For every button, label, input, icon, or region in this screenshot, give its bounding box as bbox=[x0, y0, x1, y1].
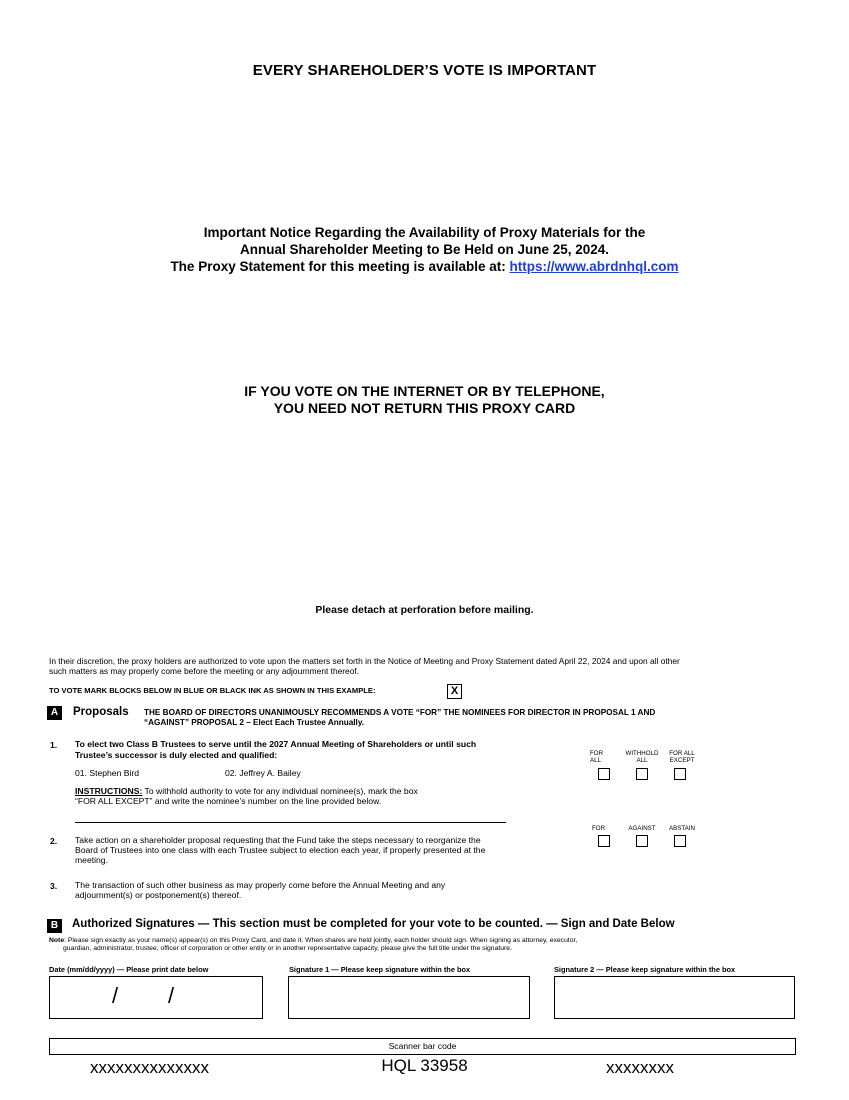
option-against-label: AGAINST bbox=[628, 825, 656, 832]
nominee-write-in-line[interactable] bbox=[75, 822, 506, 823]
proposal-2-line2: Board of Trustees into one class with each Trustee subject to election each year, if properly presented at the bbox=[75, 845, 486, 855]
scanner-bar-code-label: Scanner bar code bbox=[388, 1041, 457, 1051]
example-mark-box: X bbox=[447, 684, 462, 699]
proposal-2-abstain-checkbox[interactable] bbox=[674, 835, 686, 847]
proxy-notice-prefix: The Proxy Statement for this meeting is available at: bbox=[170, 259, 510, 274]
detach-instruction: Please detach at perforation before mailing. bbox=[315, 604, 534, 616]
for-all-except-checkbox[interactable] bbox=[674, 768, 686, 780]
proposal-3-text bbox=[75, 880, 575, 900]
section-a-badge: A bbox=[47, 706, 62, 720]
right-code: xxxxxxxx bbox=[606, 1058, 674, 1077]
proposal-2-line1: Take action on a shareholder proposal requesting that the Fund take the steps necessary to reorganize the bbox=[75, 835, 481, 845]
left-code: xxxxxxxxxxxxxx bbox=[90, 1058, 209, 1077]
proxy-notice-line3 bbox=[0, 258, 849, 275]
signature-1-box[interactable] bbox=[288, 976, 530, 1019]
board-recommendation-line1: THE BOARD OF DIRECTORS UNANIMOUSLY RECOMMENDS A VOTE “FOR” THE NOMINEES FOR DIRECTOR IN PROPOSAL 1 AND bbox=[144, 708, 656, 717]
option-for-all-except-line2: EXCEPT bbox=[669, 757, 695, 764]
note-line1: : Please sign exactly as your name(s) appear(s) on this Proxy Card, and date it. When shares are held jointly, each holder should sign. When signing as attorney, executor, bbox=[64, 937, 578, 944]
proxy-notice-line2: Annual Shareholder Meeting to Be Held on June 25, 2024. bbox=[239, 242, 610, 257]
signature-2-label: Signature 2 — Please keep signature within the box bbox=[554, 965, 736, 974]
note-line2: guardian, administrator, trustee, officer of corporation or other entity or in another representative capacity, please give the full title under the signature. bbox=[63, 945, 512, 952]
option-abstain-label: ABSTAIN bbox=[668, 825, 695, 832]
instructions-line2: “FOR ALL EXCEPT” and write the nominee’s number on the line provided below. bbox=[75, 796, 382, 806]
option-for-all-except-line1: FOR ALL bbox=[669, 750, 695, 757]
nominee-2: 02. Jeffrey A. Bailey bbox=[225, 768, 301, 778]
signature-note bbox=[49, 937, 809, 953]
control-code: HQL 33958 bbox=[381, 1056, 468, 1075]
section-b-title: Authorized Signatures — This section must be completed for your vote to be counted. — Sign and Date Below bbox=[72, 918, 675, 930]
option-withhold-all-line1: WITHHOLD bbox=[625, 750, 659, 757]
proposal-2-for-checkbox[interactable] bbox=[598, 835, 610, 847]
option-for-all-label bbox=[590, 750, 618, 764]
scanner-bar-code-box bbox=[49, 1038, 796, 1055]
page-title: EVERY SHAREHOLDER’S VOTE IS IMPORTANT bbox=[252, 62, 597, 79]
proposal-1-number: 1. bbox=[50, 740, 58, 750]
board-recommendation-line2: “AGAINST” PROPOSAL 2 – Elect Each Trustee Annually. bbox=[144, 718, 365, 727]
proposal-2-against-checkbox[interactable] bbox=[636, 835, 648, 847]
proposal-3-line2: adjournment(s) or postponement(s) thereof. bbox=[75, 890, 242, 900]
discretion-line1: In their discretion, the proxy holders are authorized to vote upon the matters set forth in the Notice of Meeting and Proxy Statement dated April 22, 2024 and upon all other bbox=[49, 656, 680, 666]
proposal-2-number: 2. bbox=[50, 836, 58, 846]
option-for-all-line2: ALL bbox=[590, 757, 602, 764]
option-for-all-line1: FOR bbox=[590, 750, 604, 757]
proposal-1-text bbox=[75, 739, 575, 760]
option-withhold-all-line2: ALL bbox=[636, 757, 648, 764]
proposal-1-line1: To elect two Class B Trustees to serve until the 2027 Annual Meeting of Shareholders or until such bbox=[75, 739, 477, 749]
option-for-all-except-label bbox=[664, 750, 700, 764]
proposal-2-line3: meeting. bbox=[75, 855, 108, 865]
discretion-line2: such matters as may properly come before the meeting or any adjournment thereof. bbox=[49, 665, 360, 676]
withhold-all-checkbox[interactable] bbox=[636, 768, 648, 780]
proxy-statement-link[interactable]: https://www.abrdnhql.com bbox=[509, 259, 679, 274]
discretion-paragraph bbox=[49, 657, 809, 676]
vote-instruction: TO VOTE MARK BLOCKS BELOW IN BLUE OR BLACK INK AS SHOWN IN THIS EXAMPLE: bbox=[49, 686, 376, 695]
proposal-3-line1: The transaction of such other business as may properly come before the Annual Meeting and any bbox=[75, 880, 446, 890]
board-recommendation bbox=[144, 708, 764, 728]
option-withhold-all-label bbox=[620, 750, 664, 764]
date-slash-1: / bbox=[112, 983, 119, 1008]
date-label: Date (mm/dd/yyyy) — Please print date below bbox=[49, 965, 209, 974]
internet-notice-line2: YOU NEED NOT RETURN THIS PROXY CARD bbox=[273, 400, 576, 416]
section-a-title: Proposals bbox=[73, 706, 129, 718]
nominee-1: 01. Stephen Bird bbox=[75, 768, 140, 778]
internet-vote-notice bbox=[0, 383, 849, 417]
date-slash-2: / bbox=[168, 983, 175, 1008]
proposal-1-line2: Trustee’s successor is duly elected and qualified: bbox=[75, 749, 278, 760]
proposal-1-instructions bbox=[75, 786, 535, 806]
internet-notice-line1: IF YOU VOTE ON THE INTERNET OR BY TELEPHONE, bbox=[244, 383, 605, 399]
date-input-box[interactable] bbox=[49, 976, 263, 1019]
proposal-2-text bbox=[75, 835, 585, 865]
section-b-badge: B bbox=[47, 919, 62, 933]
proposal-3-number: 3. bbox=[50, 881, 58, 891]
for-all-checkbox[interactable] bbox=[598, 768, 610, 780]
proxy-notice-line1: Important Notice Regarding the Availability of Proxy Materials for the bbox=[203, 225, 646, 240]
note-label: Note bbox=[49, 937, 65, 944]
signature-2-box[interactable] bbox=[554, 976, 795, 1019]
option-for-label: FOR bbox=[592, 825, 606, 832]
instructions-text: To withhold authority to vote for any individual nominee(s), mark the box bbox=[142, 786, 418, 796]
proxy-notice bbox=[0, 224, 849, 275]
instructions-label: INSTRUCTIONS: bbox=[75, 786, 143, 796]
signature-1-label: Signature 1 — Please keep signature within the box bbox=[289, 965, 471, 974]
